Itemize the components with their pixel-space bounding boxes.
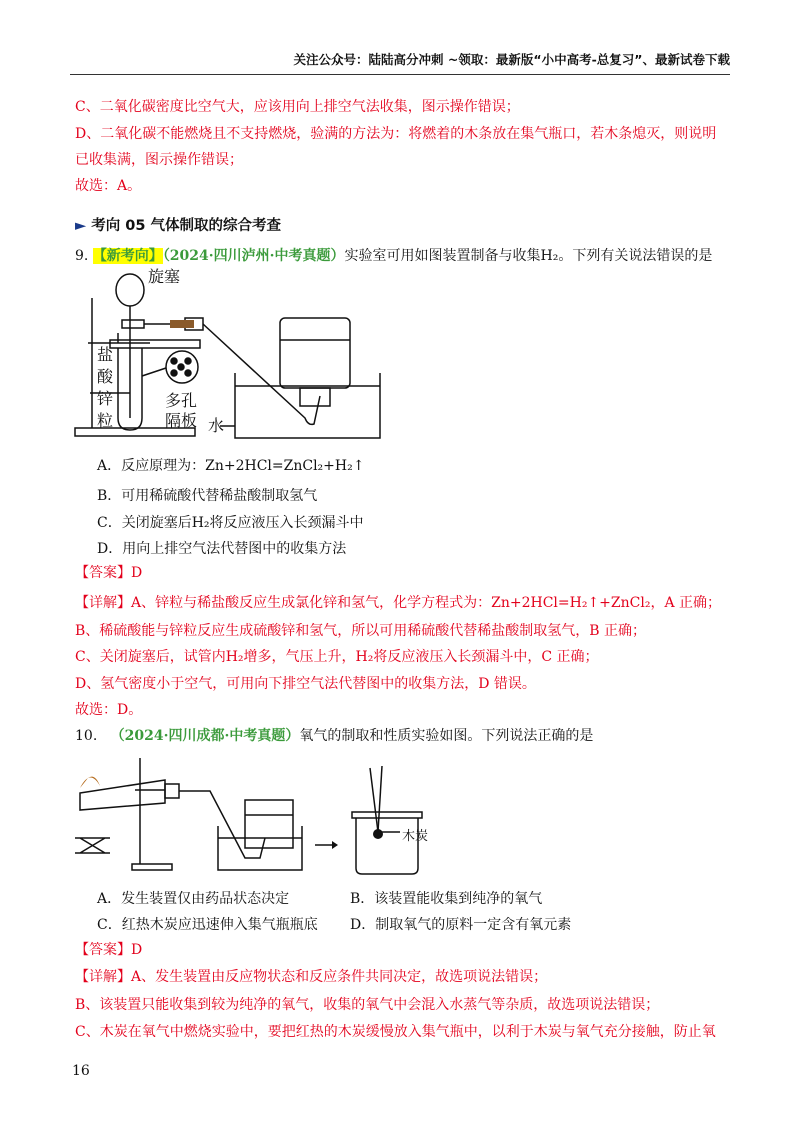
q9-label-acid-2: 酸 <box>97 367 114 386</box>
q9-label-zinc-2: 粒 <box>97 411 114 430</box>
page-number: 16 <box>72 1063 90 1079</box>
q10-option-d: D．制取氧气的原料一定含有氧元素 <box>350 917 572 933</box>
q10-source: （2024·四川成都·中考真题） <box>110 728 300 744</box>
q9-option-a: A．反应原理为：Zn+2HCl=ZnCl₂+H₂↑ <box>97 458 365 474</box>
prev-option-d-line1: D、二氧化碳不能燃烧且不支持燃烧，验满的方法为：将燃着的木条放在集气瓶口，若木条熄灭，则说明 <box>75 126 717 142</box>
prev-choice: 故选：A。 <box>75 178 142 194</box>
q10-option-a: A．发生装置仅由药品状态决定 <box>97 891 290 907</box>
q10-stem: 氧气的制取和性质实验如图。下列说法正确的是 <box>299 728 594 744</box>
q10-option-c: C．红热木炭应迅速伸入集气瓶瓶底 <box>97 917 318 933</box>
q9-choice: 故选：D。 <box>75 702 143 718</box>
section-title: 考向 05 气体制取的综合考查 <box>91 218 281 234</box>
q9-label-zinc-1: 锌 <box>97 389 114 408</box>
q10-answer: 【答案】D <box>75 942 143 958</box>
q9-label-water: 水 <box>208 416 225 435</box>
q9-option-d: D．用向上排空气法代替图中的收集方法 <box>97 541 347 557</box>
q10-number: 10. <box>75 728 98 744</box>
q10-option-b: B．该装置能收集到纯净的氧气 <box>350 891 543 907</box>
q9-source: （2024·四川泸州·中考真题） <box>162 248 345 264</box>
prev-option-c: C、二氧化碳密度比空气大，应该用向上排空气法收集，图示操作错误； <box>75 99 520 115</box>
q9-stem-line <box>75 246 712 266</box>
triangle-marker-icon: ► <box>75 218 87 234</box>
q9-label-plate-1: 多孔 <box>165 391 198 410</box>
q9-explain-d: D、氢气密度小于空气，可用向下排空气法代替图中的收集方法，D 错误。 <box>75 676 536 692</box>
q9-label-acid-1: 盐 <box>97 345 114 364</box>
q9-answer: 【答案】D <box>75 565 143 581</box>
prev-option-d-line2: 已收集满，图示操作错误； <box>75 152 243 168</box>
q9-explain-c: C、关闭旋塞后，试管内H₂增多，气压上升，H₂将反应液压入长颈漏斗中，C 正确； <box>75 649 599 665</box>
section-heading <box>75 216 281 236</box>
q9-stem: 实验室可用如图装置制备与收集H₂。下列有关说法错误的是 <box>344 248 713 264</box>
header-divider <box>70 74 730 75</box>
q9-option-c: C．关闭旋塞后H₂将反应液压入长颈漏斗中 <box>97 515 364 531</box>
q9-apparatus-figure <box>70 268 390 448</box>
q10-stem-line <box>75 726 593 746</box>
q9-explain-a: 【详解】A、锌粒与稀盐酸反应生成氯化锌和氢气，化学方程式为：Zn+2HCl=H₂↑+ZnCl₂，A 正确； <box>75 595 722 611</box>
q10-apparatus-figure <box>70 748 470 878</box>
q10-label-charcoal: 木炭 <box>402 829 429 844</box>
q9-label-plate-2: 隔板 <box>165 411 198 430</box>
q10-explain-b: B、该装置只能收集到较为纯净的氧气，收集的氧气中会混入水蒸气等杂质，故选项说法错误； <box>75 997 660 1013</box>
q10-explain-c: C、木炭在氧气中燃烧实验中，要把红热的木炭缓慢放入集气瓶中，以利于木炭与氧气充分接触，防止氧 <box>75 1024 716 1040</box>
q9-explain-b: B、稀硫酸能与锌粒反应生成硫酸锌和氢气，所以可用稀硫酸代替稀盐酸制取氢气，B 正确； <box>75 623 647 639</box>
q9-number: 9. <box>75 248 89 264</box>
q9-new-tag: 【新考向】 <box>92 248 163 264</box>
page-header: 关注公众号：陆陆高分冲刺 ~领取：最新版“小中高考-总复习”、最新试卷下载 <box>293 52 730 67</box>
q9-label-stopcock: 旋塞 <box>148 268 181 286</box>
q9-option-b: B．可用稀硫酸代替稀盐酸制取氢气 <box>97 488 318 504</box>
q10-explain-a: 【详解】A、发生装置由反应物状态和反应条件共同决定，故选项说法错误； <box>75 969 548 985</box>
